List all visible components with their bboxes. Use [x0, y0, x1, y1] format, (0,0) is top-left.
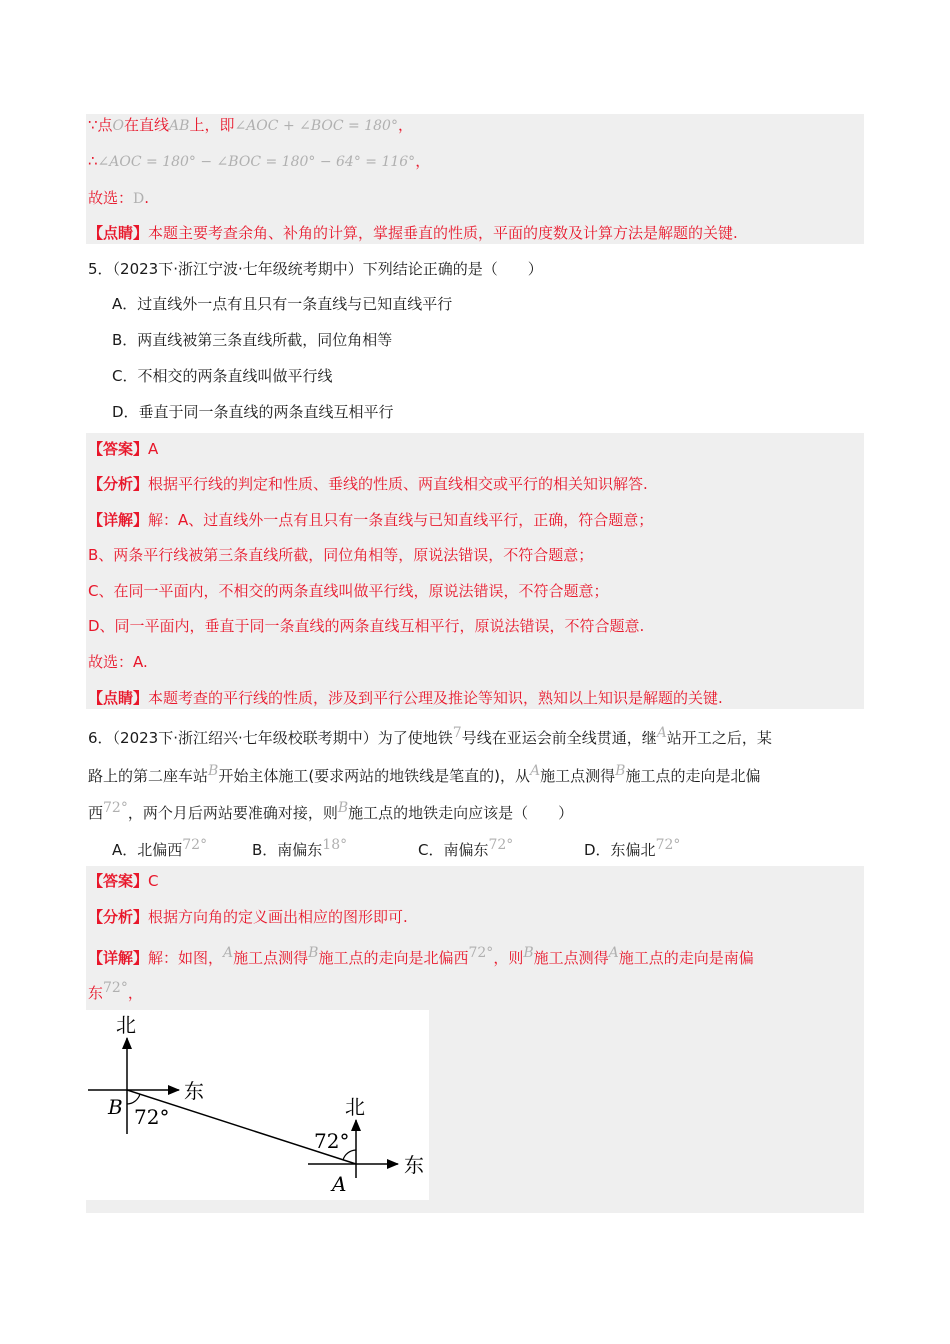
q5-choice: 故选：A.	[88, 653, 148, 671]
q5-detail-1: 【详解】解：A、过直线外一点有且只有一条直线与已知直线平行，正确，符合题意；	[88, 511, 654, 529]
q6-stem-3: 西$^{72^\circ}$，两个月后两站要准确对接，则$^B$施工点的地铁走向应该是（ ）	[88, 800, 574, 822]
q5-option-b: B．两直线被第三条直线所截，同位角相等	[112, 331, 393, 349]
q5-option-d: D．垂直于同一条直线的两条直线互相平行	[112, 403, 394, 421]
q5-analysis: 【分析】根据平行线的判定和性质、垂线的性质、两直线相交或平行的相关知识解答.	[88, 475, 648, 493]
b-east-label: 东	[184, 1079, 204, 1103]
q6-detail-2: 东$^{72^\circ}$，	[88, 980, 143, 1002]
direction-figure	[86, 1010, 429, 1200]
q6-stem-1: 6．（2023下·浙江绍兴·七年级校联考期中）为了使地铁$^7$号线在亚运会前全线贯通，继$^A$站开工之后，某	[88, 725, 772, 747]
q6-answer: 【答案】C	[88, 872, 159, 890]
q6-option-a: A．北偏西$^{72^\circ}$	[112, 837, 208, 859]
q5-answer: 【答案】A	[88, 440, 159, 458]
q5-detail-2: B、两条平行线被第三条直线所截，同位角相等，原说法错误，不符合题意；	[88, 546, 594, 564]
q5-detail-3: C、在同一平面内，不相交的两条直线叫做平行线，原说法错误，不符合题意；	[88, 582, 609, 600]
q5-option-a: A．过直线外一点有且只有一条直线与已知直线平行	[112, 295, 453, 313]
q5-stem: 5．（2023下·浙江宁波·七年级统考期中）下列结论正确的是（ ）	[88, 260, 543, 278]
prev-line-1: ∵点O在直线AB上，即∠AOC + ∠BOC = 180°，	[88, 116, 413, 134]
q6-stem-2: 路上的第二座车站$^B$开始主体施工(要求两站的地铁线是笔直的)，从$^A$施工点测得$^B$施工点的走向是北偏	[88, 763, 761, 785]
b-angle-arc	[127, 1094, 140, 1104]
b-north-label: 北	[116, 1013, 136, 1037]
q6-option-b: B．南偏东$^{18^\circ}$	[252, 837, 348, 859]
point-a-label: A	[332, 1172, 347, 1196]
prev-choice: 故选：D.	[88, 189, 150, 207]
prev-tip: 【点睛】本题主要考查余角、补角的计算，掌握垂直的性质，平面的度数及计算方法是解题的关键.	[88, 224, 738, 242]
q5-option-c: C．不相交的两条直线叫做平行线	[112, 367, 333, 385]
b-angle-label: 72°	[134, 1105, 170, 1129]
q6-option-c: C．南偏东$^{72^\circ}$	[418, 837, 514, 859]
q6-option-d: D．东偏北$^{72^\circ}$	[584, 837, 681, 859]
direction-diagram	[86, 1010, 429, 1200]
a-north-label: 北	[345, 1095, 365, 1119]
q6-detail-1: 【详解】解：如图，$^A$施工点测得$^B$施工点的走向是北偏西$^{72^\circ}$，则$^B$施工点测得$^A$施工点的走向是南偏	[88, 945, 754, 967]
q5-detail-4: D、同一平面内，垂直于同一条直线的两条直线互相平行，原说法错误，不符合题意.	[88, 617, 645, 635]
point-b-label: B	[108, 1095, 123, 1119]
q5-tip: 【点睛】本题考查的平行线的性质，涉及到平行公理及推论等知识，熟知以上知识是解题的关键.	[88, 689, 723, 707]
a-angle-label: 72°	[314, 1129, 350, 1153]
prev-line-2: ∴∠AOC = 180° − ∠BOC = 180° − 64° = 116°，	[88, 152, 431, 170]
a-east-label: 东	[404, 1153, 424, 1177]
q6-analysis: 【分析】根据方向角的定义画出相应的图形即可.	[88, 908, 408, 926]
